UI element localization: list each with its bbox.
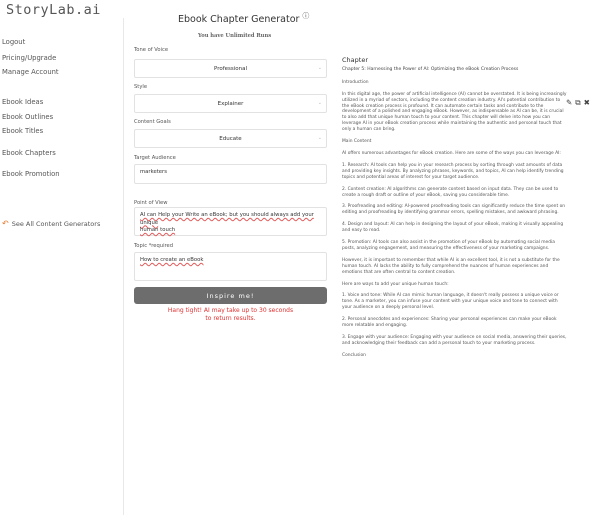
copy-icon[interactable]: ⧉ (575, 98, 581, 107)
runs-status: You have Unlimited Runs (198, 33, 272, 39)
app-logo[interactable]: StoryLab.ai (6, 2, 101, 18)
sidebar-item-ebook-outlines[interactable]: Ebook Outlines (2, 113, 54, 121)
sidebar-item-ebook-chapters[interactable]: Ebook Chapters (2, 149, 56, 157)
page-title (178, 14, 309, 25)
goals-value: Educate (219, 135, 242, 142)
back-arrow-icon: ↶ (2, 219, 9, 228)
sidebar-divider (123, 18, 124, 515)
audience-label: Target Audience (134, 155, 176, 161)
chapter-paragraph: In this digital age, the power of artificial intelligence (AI) cannot be overstated. It is being increasingly utilized in a myriad of sectors, including the content creation industry. AI's potential contribution to the eBook creation process is profound. It can automate certain tasks and contribute to the development of a polished and engaging eBook. However, as indispensable as AI can be, it is crucial to also add that unique human touch to your content. This chapter will delve into how you can leverage AI in your eBook creation process while maintaining the authentic and personal touch that only a human can bring. (342, 91, 567, 133)
chapter-paragraph: 2. Content creation: AI algorithms can generate content based on input data. They can be used to create a rough draft or outline of your eBook, saving you considerable time. (342, 186, 559, 198)
edit-icon[interactable]: ✎ (566, 98, 573, 107)
chapter-output (342, 58, 567, 365)
chapter-paragraph: 3. Engage with your audience: Engaging with your audience on social media, answering their queries, and acknowledging their feedback can add a personal touch to your marketing process. (342, 335, 567, 346)
chapter-paragraph: Introduction (342, 79, 369, 85)
chapter-paragraph: 1. Voice and tone: While AI can mimic human language, it doesn't really possess a unique voice or tone. As a marketer, you can infuse your content with your unique voice and tone to connect with your audience on a deeply personal level. (342, 293, 559, 311)
pov-label: Point of View (134, 200, 168, 206)
tone-select[interactable] (134, 59, 327, 78)
chapter-paragraph: 2. Personal anecdotes and experiences: Sharing your personal experiences can make your eBook more relatable and engaging. (342, 317, 557, 329)
chapter-toolbar (566, 98, 590, 108)
info-icon[interactable]: ⓘ (302, 12, 310, 20)
close-icon[interactable]: ✖ (583, 98, 590, 107)
wait-message (134, 307, 327, 323)
chapter-paragraph: Conclusion (342, 352, 366, 358)
sidebar-item-ebook-promotion[interactable]: Ebook Promotion (2, 170, 60, 178)
inspire-button[interactable]: Inspire me! (134, 287, 327, 304)
pov-text-a: AI can Help your Write an eBook; but you should always add your unique (140, 212, 314, 226)
sidebar-item-manage-account[interactable]: Manage Account (2, 68, 59, 76)
tone-label: Tone of Voice (134, 47, 169, 53)
sidebar-item-ebook-titles[interactable]: Ebook Titles (2, 127, 44, 135)
pov-textarea[interactable] (134, 207, 327, 236)
topic-text: How to create an eBook (140, 257, 204, 263)
style-label: Style (134, 84, 148, 90)
wait-message-line-2: to return results. (205, 315, 256, 322)
pov-text-b: human touch (140, 227, 176, 233)
chapter-subtitle: Chapter 5: Harnessing the Power of AI: Optimizing the eBook Creation Process (342, 66, 519, 72)
chapter-paragraph: 1. Research: AI tools can help you in your research process by sorting through vast amounts of data and providing key insights. By analyzing phrases, keywords, and topics, AI can help identify trending topics and potential areas of interest for your target audience. (342, 162, 564, 180)
topic-textarea[interactable] (134, 252, 327, 281)
chevron-down-icon: ⌄ (317, 65, 322, 71)
chevron-down-icon: ⌄ (317, 100, 322, 106)
chapter-paragraph: Main Content (342, 139, 372, 145)
wait-message-line-1: Hang tight! AI may take up to 30 seconds (167, 307, 294, 314)
chapter-paragraph: 3. Proofreading and editing: AI-powered proofreading tools can significantly reduce the time spent on editing and proofreading by identifying grammar errors, spelling mistakes, and awkward phrasing. (342, 204, 566, 216)
chapter-paragraph: 5. Promotion: AI tools can also assist in the promotion of your eBook by automating social media posts, analyzing engagement, and measuring the effectiveness of your marketing campaigns. (342, 240, 555, 251)
sidebar-item-pricing[interactable]: Pricing/Upgrade (2, 54, 57, 62)
goals-label: Content Goals (134, 119, 171, 125)
sidebar-item-logout[interactable]: Logout (2, 38, 26, 46)
goals-select[interactable] (134, 129, 327, 148)
style-select[interactable] (134, 94, 327, 113)
topic-label: Topic *required (134, 243, 174, 249)
audience-input[interactable]: marketers (134, 164, 327, 184)
chapter-paragraph: However, it is important to remember that while AI is an excellent tool, it is not a substitute for the human touch. AI lacks the ability to fully comprehend the nuances of human experiences and emotions that are often central to content creation. (342, 257, 560, 275)
see-all-generators-link[interactable] (2, 219, 100, 228)
see-all-generators-label: See All Content Generators (11, 219, 101, 228)
sidebar-item-ebook-ideas[interactable]: Ebook Ideas (2, 98, 44, 106)
chapter-heading: Chapter (342, 56, 368, 64)
chapter-paragraph: AI offers numerous advantages for eBook creation. Here are some of the ways you can leverage AI: (342, 150, 561, 156)
tone-value: Professional (213, 65, 248, 72)
chapter-paragraph: Here are ways to add your unique human touch: (342, 281, 449, 287)
chevron-down-icon: ⌄ (317, 135, 322, 141)
page-title-text: Ebook Chapter Generator (178, 14, 300, 25)
style-value: Explainer (217, 100, 244, 107)
chapter-paragraph: 4. Design and layout: AI can help in designing the layout of your eBook, making it visually appealing and easy to read. (342, 222, 564, 234)
